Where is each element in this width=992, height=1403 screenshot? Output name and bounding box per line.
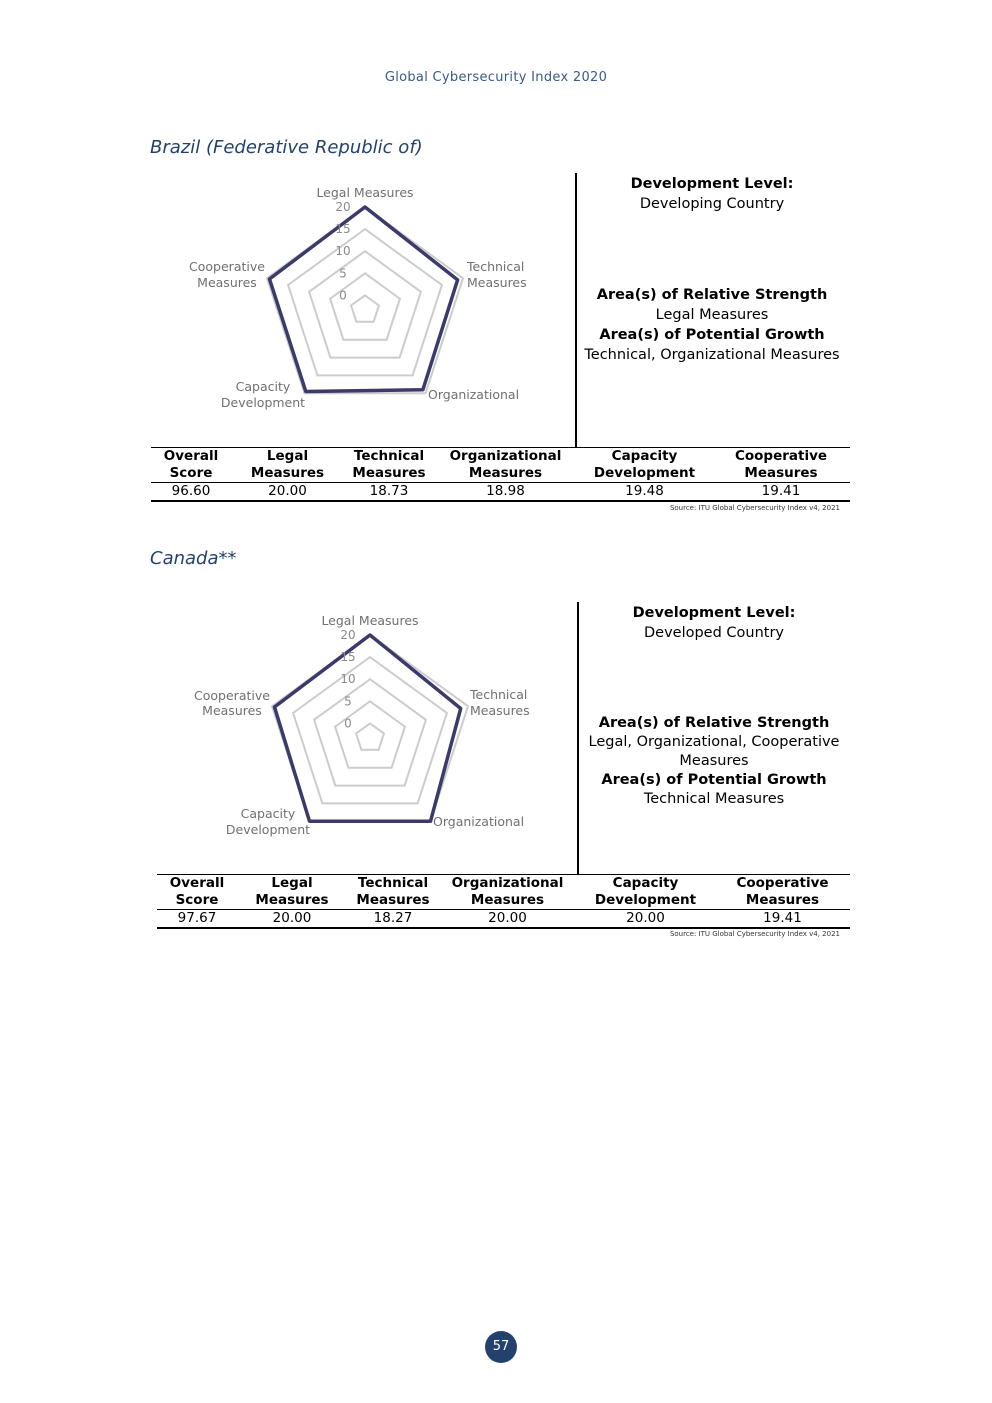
axis-label-organizational: Organizational bbox=[428, 387, 520, 402]
radar-chart-brazil bbox=[150, 170, 570, 445]
country-title-canada: Canada** bbox=[150, 548, 237, 569]
radar-grid-ring bbox=[330, 273, 400, 339]
axis-label-capacity-line1: Capacity bbox=[240, 806, 296, 821]
radar-tick-label: 20 bbox=[335, 200, 351, 214]
strength-growth-block bbox=[572, 285, 852, 365]
axis-label-cooperative-line2: Measures bbox=[197, 275, 257, 290]
potential-growth-value: Technical Measures bbox=[643, 791, 785, 807]
score-cooperative: 19.41 bbox=[715, 910, 850, 929]
radar-tick-label: 0 bbox=[344, 716, 352, 731]
relative-strength-label: Area(s) of Relative Strength bbox=[596, 287, 828, 303]
radar-chart-canada bbox=[155, 598, 575, 873]
radar-grid-ring bbox=[314, 679, 426, 785]
axis-label-technical-line1: Technical bbox=[467, 259, 525, 274]
radar-grid-ring bbox=[309, 251, 421, 357]
radar-tick-label: 10 bbox=[340, 672, 356, 687]
radar-tick-label: 15 bbox=[340, 650, 356, 665]
axis-label-technical-line2: Measures bbox=[470, 703, 530, 718]
axis-label-capacity-line2: Development bbox=[225, 822, 311, 837]
axis-label-organizational: Organizational bbox=[433, 814, 525, 829]
header-capacity-development: Capacity Development bbox=[577, 448, 712, 483]
axis-label-technical-line2: Measures bbox=[467, 275, 527, 290]
country-title-brazil: Brazil (Federative Republic of) bbox=[150, 137, 423, 158]
radar-tick-label: 20 bbox=[340, 628, 356, 642]
radar-tick-label: 5 bbox=[339, 266, 347, 281]
strength-growth-block bbox=[574, 714, 854, 809]
score-overall: 97.67 bbox=[157, 910, 237, 929]
development-level-block bbox=[574, 603, 854, 643]
radar-tick-label: 10 bbox=[335, 244, 351, 259]
development-level-label: Development Level: bbox=[630, 176, 794, 192]
radar-series-brazil bbox=[270, 207, 458, 392]
development-level-label: Development Level: bbox=[632, 605, 796, 621]
header-organizational-measures: Organizational Measures bbox=[439, 875, 576, 910]
score-legal: 20.00 bbox=[231, 483, 344, 502]
relative-strength-label: Area(s) of Relative Strength bbox=[598, 715, 830, 731]
source-note: Source: ITU Global Cybersecurity Index v4, 2021 bbox=[669, 930, 840, 938]
score-overall: 96.60 bbox=[151, 483, 231, 502]
header-technical-measures: Technical Measures bbox=[344, 448, 434, 483]
axis-label-cooperative-line1: Cooperative bbox=[189, 259, 265, 274]
score-capacity: 20.00 bbox=[576, 910, 715, 929]
development-level-value: Developed Country bbox=[643, 625, 785, 641]
table-row bbox=[151, 483, 850, 502]
score-table-canada bbox=[157, 874, 850, 929]
relative-strength-value: Legal Measures bbox=[655, 307, 769, 323]
header-cooperative-measures: Cooperative Measures bbox=[715, 875, 850, 910]
axis-label-cooperative-line1: Cooperative bbox=[194, 688, 270, 703]
radar-tick-label: 5 bbox=[344, 694, 352, 709]
potential-growth-label: Area(s) of Potential Growth bbox=[601, 772, 827, 788]
table-row bbox=[157, 910, 850, 929]
score-technical: 18.27 bbox=[347, 910, 439, 929]
score-technical: 18.73 bbox=[344, 483, 434, 502]
page-number: 57 bbox=[485, 1331, 517, 1363]
radar-grid-ring bbox=[351, 295, 379, 321]
score-table-brazil bbox=[151, 447, 850, 502]
axis-label-capacity-line1: Capacity bbox=[235, 379, 291, 394]
score-organizational: 20.00 bbox=[439, 910, 576, 929]
header-cooperative-measures: Cooperative Measures bbox=[712, 448, 850, 483]
header-technical-measures: Technical Measures bbox=[347, 875, 439, 910]
axis-label-technical-line1: Technical bbox=[470, 687, 528, 702]
score-legal: 20.00 bbox=[237, 910, 347, 929]
score-organizational: 18.98 bbox=[434, 483, 577, 502]
score-cooperative: 19.41 bbox=[712, 483, 850, 502]
radar-grid-ring bbox=[356, 723, 384, 749]
radar-grid-ring bbox=[335, 701, 405, 767]
radar-tick-label: 0 bbox=[339, 288, 347, 303]
header-overall-score: Overall Score bbox=[151, 448, 231, 483]
header-overall-score: Overall Score bbox=[157, 875, 237, 910]
axis-label-legal: Legal Measures bbox=[316, 185, 414, 200]
table-header-row bbox=[157, 875, 850, 910]
radar-tick-label: 15 bbox=[335, 222, 351, 237]
page-header: Global Cybersecurity Index 2020 bbox=[384, 70, 608, 85]
source-note: Source: ITU Global Cybersecurity Index v4, 2021 bbox=[669, 504, 840, 512]
axis-label-capacity-line2: Development bbox=[220, 395, 306, 410]
header-legal-measures: Legal Measures bbox=[231, 448, 344, 483]
axis-label-legal: Legal Measures bbox=[321, 613, 419, 628]
potential-growth-label: Area(s) of Potential Growth bbox=[599, 327, 825, 343]
radar-series-canada bbox=[275, 635, 461, 821]
potential-growth-value: Technical, Organizational Measures bbox=[584, 347, 840, 363]
relative-strength-value: Legal, Organizational, Cooperative Measures bbox=[588, 734, 840, 769]
development-level-block bbox=[572, 174, 852, 214]
header-capacity-development: Capacity Development bbox=[576, 875, 715, 910]
score-capacity: 19.48 bbox=[577, 483, 712, 502]
table-header-row bbox=[151, 448, 850, 483]
development-level-value: Developing Country bbox=[639, 196, 785, 212]
header-legal-measures: Legal Measures bbox=[237, 875, 347, 910]
header-organizational-measures: Organizational Measures bbox=[434, 448, 577, 483]
axis-label-cooperative-line2: Measures bbox=[202, 703, 262, 718]
